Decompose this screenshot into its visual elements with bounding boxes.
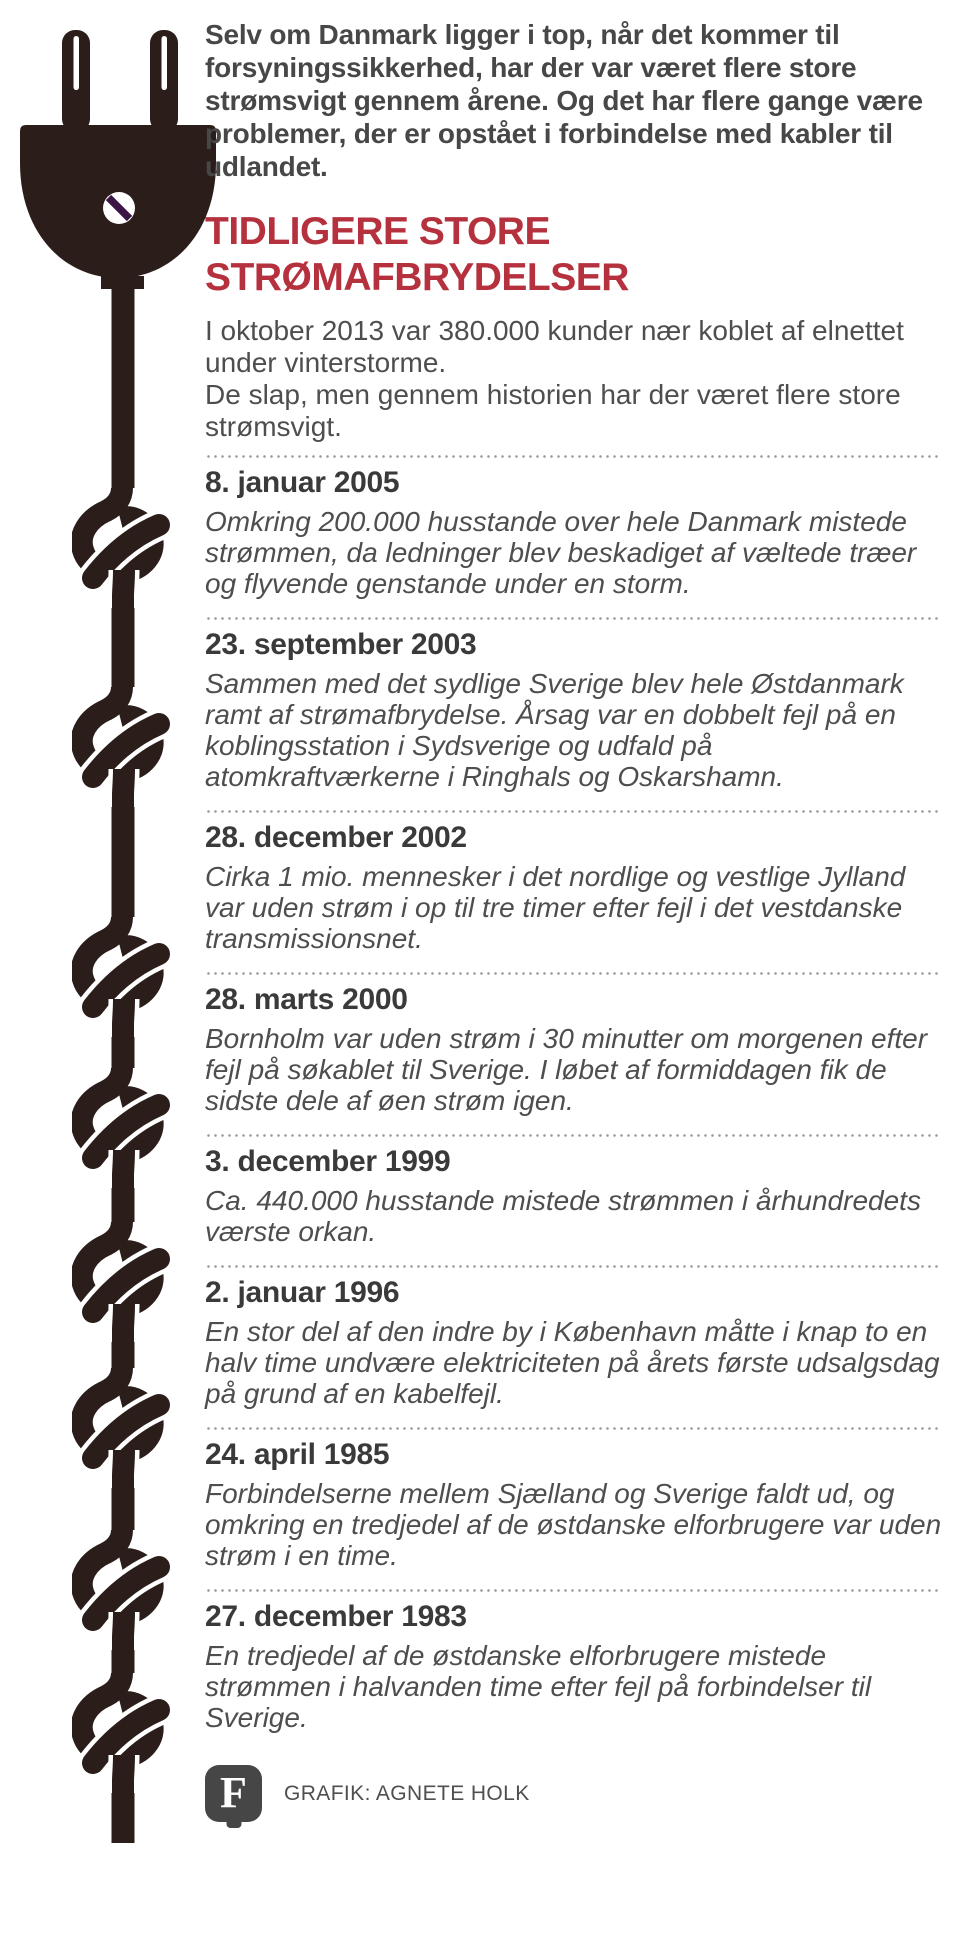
timeline-event xyxy=(205,810,942,960)
event-date: 8. januar 2005 xyxy=(205,466,400,499)
timeline-event xyxy=(205,617,942,798)
event-description: Sammen med det sydlige Sverige blev hele Østdanmark ramt af strømafbrydelse. Årsag var en dobbelt fejl på en koblingsstation i Sydsverige og udfald på atomkraftværkerne i Ringhals og Oskarshamn. xyxy=(205,668,904,792)
event-date: 23. september 2003 xyxy=(205,628,477,661)
cord-knot xyxy=(82,488,159,608)
event-date: 3. december 1999 xyxy=(205,1145,451,1178)
timeline-event xyxy=(205,972,942,1122)
logo-letter: F xyxy=(220,1767,247,1817)
newspaper-logo xyxy=(205,1765,262,1822)
lead-paragraph-1: I oktober 2013 var 380.000 kunder nær koblet af elnettet under vinterstorme. xyxy=(205,315,904,378)
cord-knot xyxy=(82,1530,159,1650)
timeline-event xyxy=(205,455,942,605)
intro-text: Selv om Danmark ligger i top, når det kommer til forsyningssikkerhed, har der var været flere store strømsvigt gennem årene. Og det har flere gange være problemer, der er opstået i forbindelse med kabler til udlandet. xyxy=(205,19,923,182)
event-description: Ca. 440.000 husstande mistede strømmen i århundredets værste orkan. xyxy=(205,1185,921,1247)
event-description: Bornholm var uden strøm i 30 minutter om morgenen efter fejl på søkablet til Sverige. I løbet af formiddagen fik de sidste dele af øen strøm igen. xyxy=(205,1023,928,1116)
cord-knot xyxy=(82,1368,159,1488)
cord-knot xyxy=(82,687,159,807)
event-date: 28. marts 2000 xyxy=(205,983,408,1016)
cord-knot xyxy=(82,917,159,1037)
cord-knot xyxy=(82,1222,159,1342)
cord-knot xyxy=(82,1068,159,1188)
event-description: En tredjedel af de østdanske elforbrugere mistede strømmen i halvanden time efter fejl på forbindelser til Sverige. xyxy=(205,1640,872,1733)
event-date: 27. december 1983 xyxy=(205,1600,467,1633)
footer xyxy=(205,1765,942,1822)
lead-paragraph-2: De slap, men gennem historien har der været flere store strømsvigt. xyxy=(205,379,901,442)
events-list xyxy=(205,455,942,1739)
event-description: Omkring 200.000 husstande over hele Danmark mistede strømmen, da ledninger blev beskadiget af væltede træer og flyvende genstande under en storm. xyxy=(205,506,917,599)
cord-knot xyxy=(82,1673,159,1793)
power-plug-illustration xyxy=(0,0,240,1944)
plug-screw-icon xyxy=(103,192,135,224)
article-column xyxy=(205,18,942,1822)
timeline-event xyxy=(205,1427,942,1577)
credit-text: GRAFIK: AGNETE HOLK xyxy=(284,1781,530,1805)
event-description: Forbindelserne mellem Sjælland og Sverige faldt ud, og omkring en tredjedel af de østdanske elforbrugere var uden strøm i en time. xyxy=(205,1478,942,1571)
plug-prong-right xyxy=(150,30,178,132)
page-title: TIDLIGERE STORE STRØMAFBRYDELSER xyxy=(205,210,629,299)
timeline-event xyxy=(205,1134,942,1253)
event-description: En stor del af den indre by i København måtte i knap to en halv time undvære elektriciteten på årets første udsalgsdag på grund af en kabelfejl. xyxy=(205,1316,940,1409)
event-date: 2. januar 1996 xyxy=(205,1276,400,1309)
timeline-event xyxy=(205,1589,942,1739)
event-date: 24. april 1985 xyxy=(205,1438,390,1471)
plug-prong-left xyxy=(62,30,90,132)
timeline-event xyxy=(205,1265,942,1415)
event-description: Cirka 1 mio. mennesker i det nordlige og vestlige Jylland var uden strøm i op til tre timer efter fejl i det vestdanske transmissionsnet. xyxy=(205,861,906,954)
event-date: 28. december 2002 xyxy=(205,821,467,854)
